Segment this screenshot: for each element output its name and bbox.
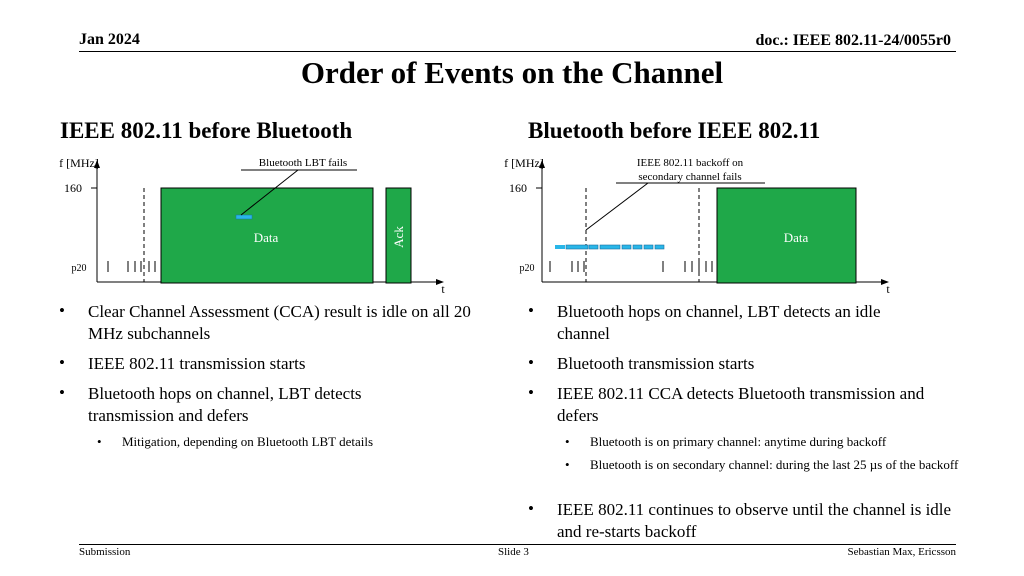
right-bt-hop	[555, 245, 565, 249]
right-bullet-1-text: Bluetooth hops on channel, LBT detects an idle channel	[557, 302, 881, 343]
bullet-marker: •	[59, 301, 65, 320]
bullet-marker: •	[528, 353, 534, 372]
right-bullet-2-text: Bluetooth transmission starts	[557, 354, 755, 373]
right-bt-hop	[655, 245, 664, 249]
bullet-marker: •	[59, 383, 65, 402]
right-bt-hop	[644, 245, 653, 249]
left-p20-label: p20	[71, 263, 87, 274]
left-bullet-1-text: Clear Channel Assessment (CCA) result is idle on all 20 MHz subchannels	[88, 302, 471, 343]
right-p20-label: p20	[519, 263, 535, 274]
right-column-heading: Bluetooth before IEEE 802.11	[528, 118, 821, 143]
bullet-marker: •	[565, 457, 570, 472]
right-bullet-4-text: IEEE 802.11 continues to observe until the channel is idle and re-starts backoff	[557, 500, 952, 541]
left-backoff-slots	[108, 261, 155, 272]
right-bt-hop	[566, 245, 588, 249]
bullet-marker: •	[528, 301, 534, 320]
bullet-marker: •	[59, 353, 65, 372]
right-t-label: t	[886, 282, 890, 296]
left-ack-label: Ack	[391, 226, 406, 248]
right-annotation-pointer	[586, 183, 648, 230]
left-annotation-text: Bluetooth LBT fails	[258, 157, 348, 169]
left-data-label: Data	[253, 230, 279, 245]
left-sub-bullet-1-text: Mitigation, depending on Bluetooth LBT details	[122, 434, 374, 449]
right-bt-hop	[633, 245, 642, 249]
left-160-label: 160	[64, 181, 82, 195]
footer-slide-number: Slide 3	[498, 546, 529, 558]
right-annotation-line1: IEEE 802.11 backoff on	[636, 157, 744, 169]
left-column-heading: IEEE 802.11 before Bluetooth	[60, 118, 353, 143]
right-annotation-line2: secondary channel fails	[638, 171, 742, 183]
right-data-label: Data	[783, 230, 809, 245]
slide-title: Order of Events on the Channel	[300, 55, 724, 90]
right-bullet-3-text: IEEE 802.11 CCA detects Bluetooth transmission and defers	[557, 384, 925, 425]
right-bluetooth-hops	[555, 245, 664, 249]
left-y-label: f [MHz]	[59, 156, 99, 170]
right-bt-hop	[600, 245, 620, 249]
right-timing-diagram	[500, 150, 920, 298]
right-160-label: 160	[509, 181, 527, 195]
footer-submission: Submission	[79, 546, 131, 558]
left-bluetooth-blip	[236, 215, 252, 219]
right-sub-bullet-1-text: Bluetooth is on primary channel: anytime during backoff	[590, 434, 887, 449]
bullet-marker: •	[97, 434, 102, 449]
right-bt-hop	[589, 245, 598, 249]
left-timing-diagram	[55, 150, 475, 298]
right-bt-hop	[622, 245, 631, 249]
header-divider	[79, 51, 956, 52]
right-sub-bullet-2-text: Bluetooth is on secondary channel: during the last 25 µs of the backoff	[590, 457, 959, 472]
right-y-label: f [MHz]	[504, 156, 544, 170]
left-bullet-3-text: Bluetooth hops on channel, LBT detects transmission and defers	[88, 384, 362, 425]
bullet-marker: •	[565, 434, 570, 449]
bullet-marker: •	[528, 383, 534, 402]
left-t-label: t	[441, 282, 445, 296]
left-bullet-2-text: IEEE 802.11 transmission starts	[88, 354, 306, 373]
footer-divider	[79, 544, 956, 545]
header-date: Jan 2024	[79, 31, 140, 48]
header-doc-id: doc.: IEEE 802.11-24/0055r0	[755, 32, 951, 49]
right-backoff-slots	[550, 261, 712, 272]
footer-author: Sebastian Max, Ericsson	[847, 546, 956, 558]
bullet-marker: •	[528, 499, 534, 518]
